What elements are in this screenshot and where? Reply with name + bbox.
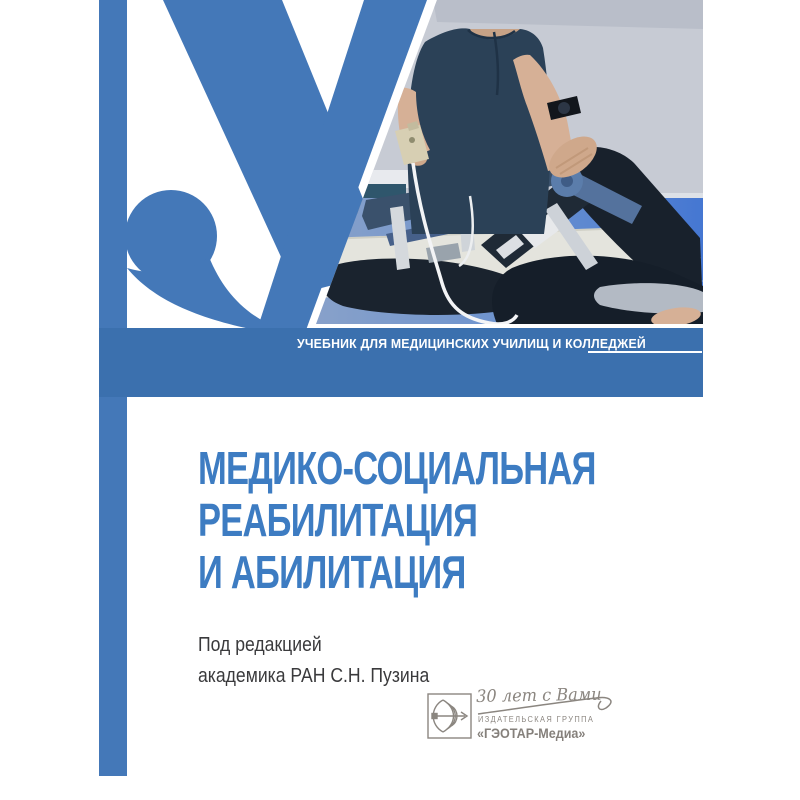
banner-underline <box>588 351 702 353</box>
watch-face <box>558 102 570 114</box>
publisher-name: «ГЭОТАР-Медиа» <box>477 726 586 741</box>
series-banner-label: УЧЕБНИК ДЛЯ МЕДИЦИНСКИХ УЧИЛИЩ И КОЛЛЕДЖЕЙ <box>297 336 646 351</box>
book-title-line: И АБИЛИТАЦИЯ <box>198 546 466 598</box>
editor-credit-line: Под редакцией <box>198 634 322 656</box>
book-title-line: РЕАБИЛИТАЦИЯ <box>198 494 478 546</box>
remote-button <box>409 137 415 143</box>
book-title-line: МЕДИКО-СОЦИАЛЬНАЯ <box>198 442 596 494</box>
logo-dot <box>432 714 437 719</box>
editor-credit <box>198 630 429 692</box>
editor-credit-line: академика РАН С.Н. Пузина <box>198 665 430 687</box>
publisher-anniversary: 30 лет с Вами <box>476 684 602 707</box>
publisher-group-label: ИЗДАТЕЛЬСКАЯ ГРУППА <box>478 715 595 724</box>
book-title <box>198 442 596 598</box>
